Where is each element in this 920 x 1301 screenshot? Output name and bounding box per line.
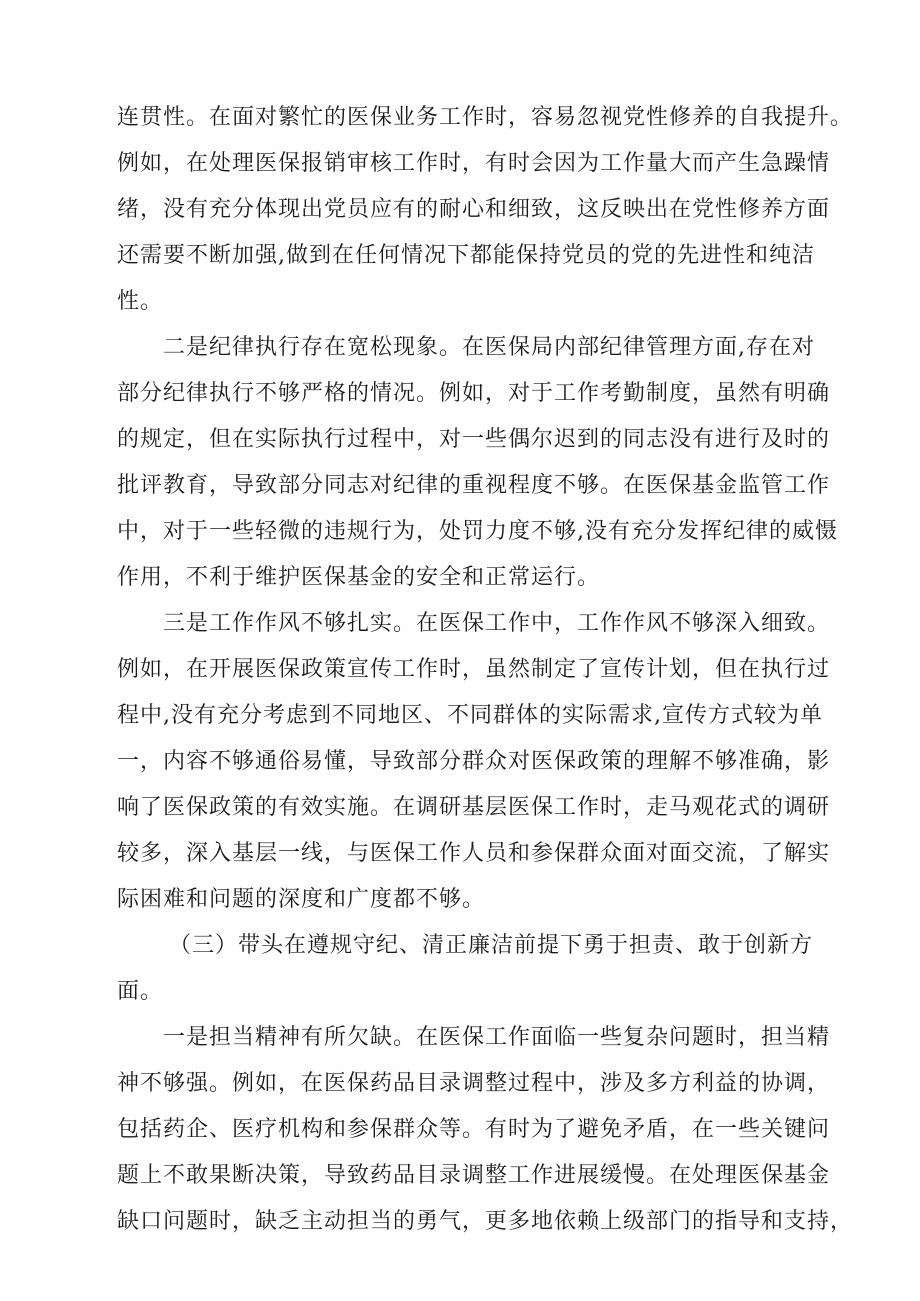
text-line: 部分纪律执行不够严格的情况。例如，对于工作考勤制度，虽然有明确 — [117, 381, 831, 406]
paragraph-work-style — [117, 601, 837, 923]
text-line: 一，内容不够通俗易懂，导致部分群众对医保政策的理解不够准确，影 — [117, 749, 831, 774]
paragraph-discipline — [117, 325, 837, 601]
text-line: 中，对于一些轻微的违规行为，处罚力度不够,没有充分发挥纪律的威慑 — [117, 519, 838, 544]
text-line: 的规定，但在实际执行过程中，对一些偶尔迟到的同志没有进行及时的 — [117, 427, 831, 452]
paragraph-party-spirit — [117, 95, 854, 325]
text-line: 缺口问题时，缺乏主动担当的勇气，更多地依赖上级部门的指导和支持， — [117, 1209, 854, 1234]
text-line: 较多，深入基层一线，与医保工作人员和参保群众面对面交流，了解实 — [117, 841, 831, 866]
text-line: （三）带头在遵规守纪、清正廉洁前提下勇于担责、敢于创新方 — [169, 933, 814, 958]
text-line: 例如，在处理医保报销审核工作时，有时会因为工作量大而产生急躁情 — [117, 151, 831, 176]
text-line: 神不够强。例如，在医保药品目录调整过程中，涉及多方利益的协调， — [117, 1071, 831, 1096]
text-line: 批评教育，导致部分同志对纪律的重视程度不够。在医保基金监管工作 — [117, 473, 831, 498]
text-line: 包括药企、医疗机构和参保群众等。有时为了避免矛盾，在一些关键问 — [117, 1117, 831, 1142]
text-line: 例如，在开展医保政策宣传工作时，虽然制定了宣传计划，但在执行过 — [117, 657, 831, 682]
text-line: 题上不敢果断决策，导致药品目录调整工作进展缓慢。在处理医保基金 — [117, 1163, 831, 1188]
paragraph-responsibility — [117, 1015, 854, 1245]
text-line: 程中,没有充分考虑到不同地区、不同群体的实际需求,宣传方式较为单 — [117, 703, 823, 728]
text-line: 二是纪律执行存在宽松现象。在医保局内部纪律管理方面,存在对 — [163, 335, 815, 360]
text-line: 绪，没有充分体现出党员应有的耐心和细致，这反映出在党性修养方面 — [117, 197, 831, 222]
text-line: 际困难和问题的深度和广度都不够。 — [117, 887, 486, 912]
text-line: 还需要不断加强,做到在任何情况下都能保持党员的党的先进性和纯洁 — [117, 243, 815, 268]
section-heading — [117, 923, 837, 1015]
text-line: 连贯性。在面对繁忙的医保业务工作时，容易忽视党性修养的自我提升。 — [117, 105, 854, 130]
text-line: 性。 — [117, 289, 164, 314]
document-body — [117, 95, 854, 1245]
text-line: 响了医保政策的有效实施。在调研基层医保工作时，走马观花式的调研 — [117, 795, 831, 820]
text-line: 三是工作作风不够扎实。在医保工作中，工作作风不够深入细致。 — [163, 611, 831, 636]
text-line: 作用，不利于维护医保基金的安全和正常运行。 — [117, 565, 601, 590]
text-line: 面。 — [117, 979, 164, 1004]
text-line: 一是担当精神有所欠缺。在医保工作面临一些复杂问题时，担当精 — [163, 1025, 831, 1050]
